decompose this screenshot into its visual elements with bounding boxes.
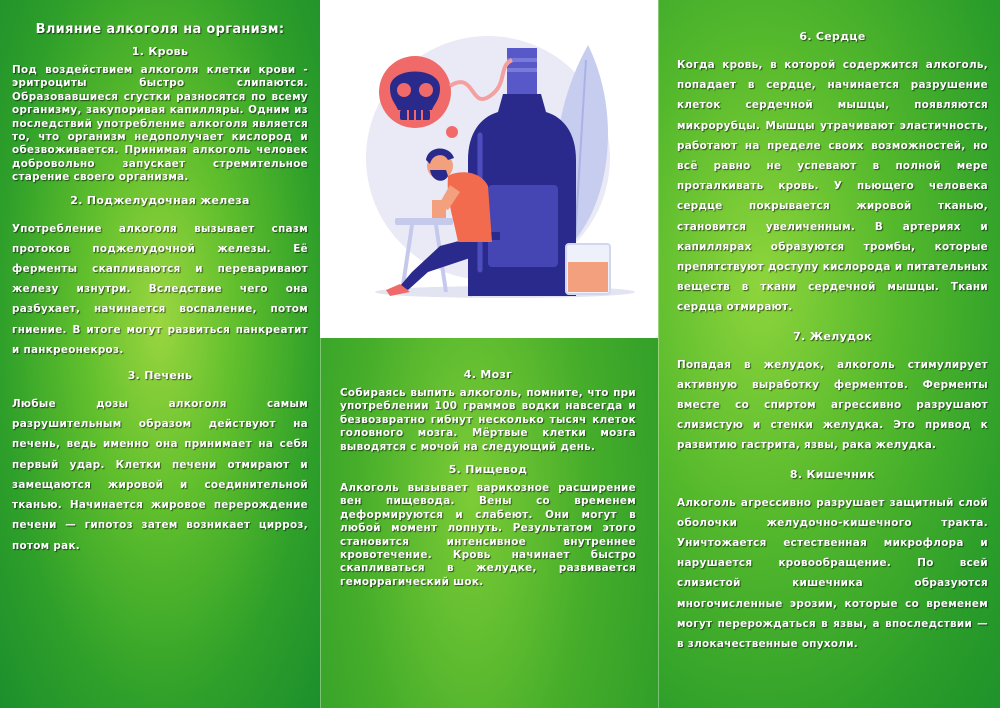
- section-text-pancreas: Употребление алкоголя вызывает спазм протоков поджелудочной железы. Её ферменты скапливаются и переваривают железу изнутри. Вследствие чего она разбухает, начинается воспаление, потом гниение. В итоге могут развиться панкреатит и панкреонекроз.: [12, 222, 308, 356]
- section-heading-intestine: 8. Кишечник: [789, 467, 876, 481]
- column-right: [658, 0, 1000, 708]
- section-heading-blood: 1. Кровь: [131, 45, 189, 58]
- column-left: [0, 0, 320, 708]
- section-text-stomach: Попадая в желудок, алкоголь стимулирует активную выработку ферментов. Ферменты вместе со спиртом агрессивно разрушают слизистую и стенки желудка. Это привод к развитию гастрита, язвы, рака желудка.: [677, 358, 988, 452]
- man-bottle-skull-icon: [320, 0, 658, 338]
- divider-left: [320, 0, 321, 708]
- section-heading-pancreas: 2. Поджелудочная железа: [70, 193, 250, 207]
- alcohol-illustration: [320, 0, 658, 338]
- section-heading-brain: 4. Мозг: [463, 368, 513, 381]
- page-title: Влияние алкоголя на организм:: [35, 22, 285, 37]
- section-heading-heart: 6. Сердце: [799, 30, 866, 43]
- section-heading-liver: 3. Печень: [127, 369, 193, 383]
- section-text-brain: Собираясь выпить алкоголь, помните, что при употреблении 100 граммов водки навсегда и безвозвратно гибнут несколько тысяч клеток головного мозга. Мёртвые клетки мозга выводятся с мочой на следующий день.: [340, 387, 636, 453]
- section-heading-stomach: 7. Желудок: [793, 329, 872, 343]
- section-text-heart: Когда кровь, в которой содержится алкоголь, попадает в сердце, начинается разрушение клеток сердечной мышцы, появляются микрорубцы. Мышцы утрачивают эластичность, работают на пределе своих возможностей, но всё равно не успевают в полной мере проталкивать кровь. У пьющего человека сердце покрывается жировой тканью, становится увеличенным. В артериях и капиллярах образуются тромбы, которые препятствуют доступу кислорода и питательных веществ в ткани сердечной мышцы. Ткани сердца отмирают.: [677, 59, 988, 314]
- section-text-intestine: Алкоголь агрессивно разрушает защитный слой оболочки желудочно-кишечного тракта. Уничтожается естественная микрофлора и нарушается кровообращение. По всей слизистой кишечника образуются многочисленные эрозии, которые со временем могут перерождаться в язвы, а впоследствии — в злокачественные опухоли.: [677, 496, 988, 651]
- section-text-liver: Любые дозы алкоголя самым разрушительным образом действуют на печень, ведь именно она принимает на себя первый удар. Клетки печени отмирают и замещаются жировой и соединительной тканью. Начинается жировое перерождение печени — гипотоз затем возникает цирроз, потом рак.: [12, 398, 308, 552]
- divider-right: [658, 0, 659, 708]
- section-text-esophagus: Алкоголь вызывает варикозное расширение вен пищевода. Вены со временем деформируются и слабеют. Они могут в любой момент лопнуть. Результатом этого становится интенсивное внутреннее кровотечение. Кровь начинает быстро скапливаться в желудке, развивается геморрагический шок.: [340, 482, 636, 588]
- section-heading-esophagus: 5. Пищевод: [448, 463, 528, 477]
- section-text-blood: Под воздействием алкоголя клетки крови - эритроциты быстро слипаются. Образовавшиеся сгустки разносятся по всему организму, закупоривая капилляры. Одним из последствий употребление алкоголя является то, что организм недополучает кислород и обезвоживается. Принимая алкоголь человек добровольно запускает стремительное старение своего организма.: [12, 64, 308, 184]
